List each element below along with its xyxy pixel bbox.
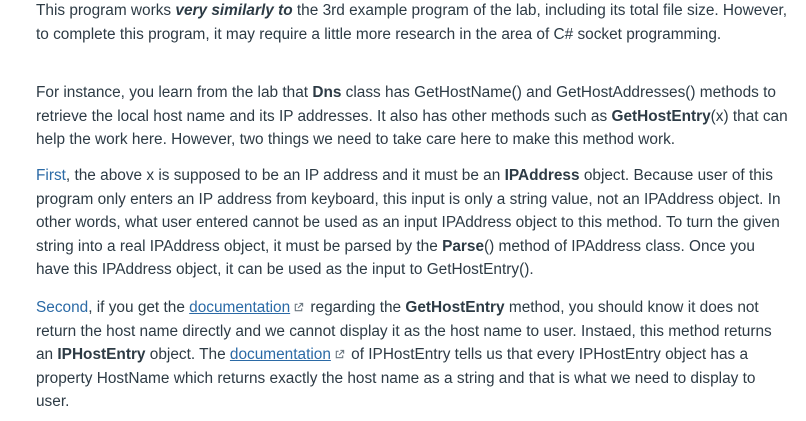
paragraph-intro (36, 0, 788, 46)
p4-text-1: , if you get the (88, 299, 190, 316)
external-link-icon[interactable] (293, 302, 304, 313)
p3-text-2: object. Because user of this program only enters an IP address from keyboard, this input is only a string value, not an IPAddress object. In other words, what user entered cannot be used as an input IPAddress object to this method. To turn the given string into a real IPAddress object, it must be parsed by the (36, 167, 781, 255)
p3-parse-bold: Parse (442, 237, 485, 255)
paragraph-second (36, 296, 788, 414)
documentation-link-gethostentry[interactable]: documentation (189, 299, 291, 316)
p4-text-2: regarding the (306, 299, 406, 316)
p4-text-3: method, you should know it does not return the host name directly and we cannot display it as the host name to user. Instaed, this method returns an (36, 299, 772, 363)
p4-gethostentry-bold: GetHostEntry (405, 299, 505, 316)
p4-iphostentry-bold: IPHostEntry (57, 346, 146, 363)
p1-emphasis: very similarly to (175, 2, 293, 19)
external-link-icon[interactable] (334, 349, 345, 360)
p2-gethostentry-bold: GetHostEntry (611, 107, 711, 125)
paragraph-dns (36, 81, 788, 152)
p1-text-1: This program works (36, 2, 176, 19)
p4-text-4: object. The (145, 346, 230, 363)
p3-text-1: , the above x is supposed to be an IP address and it must be an (65, 167, 505, 184)
documentation-link-iphostentry[interactable]: documentation (229, 346, 331, 363)
p2-text-1: For instance, you learn from the lab that (36, 84, 313, 101)
p3-ipaddress-bold: IPAddress (504, 167, 580, 184)
p3-text-3: () method of IPAddress class. Once you have this IPAddress object, it can be used as the input to GetHostEntry(). (36, 237, 755, 278)
p2-dns-bold: Dns (312, 84, 342, 101)
p1-text-2: the 3rd example program of the lab, including its total file size. However, to complete this program, it may require a little more research in the area of C# socket programming. (36, 2, 788, 43)
p2-text-2: class has GetHostName() and GetHostAddresses() methods to retrieve the local host name and its IP addresses. It also has other methods such as (36, 84, 776, 125)
paragraph-first (36, 164, 788, 282)
p3-first-label: First (36, 167, 66, 184)
p4-text-5: of IPHostEntry tells us that every IPHostEntry object has a property HostName which returns exactly the host name as a string and that is what we need to display to user. (36, 346, 756, 410)
p2-text-3: (x) that can help the work here. However, two things we need to take care here to make this method work. (36, 107, 788, 148)
p4-second-label: Second (36, 299, 89, 316)
